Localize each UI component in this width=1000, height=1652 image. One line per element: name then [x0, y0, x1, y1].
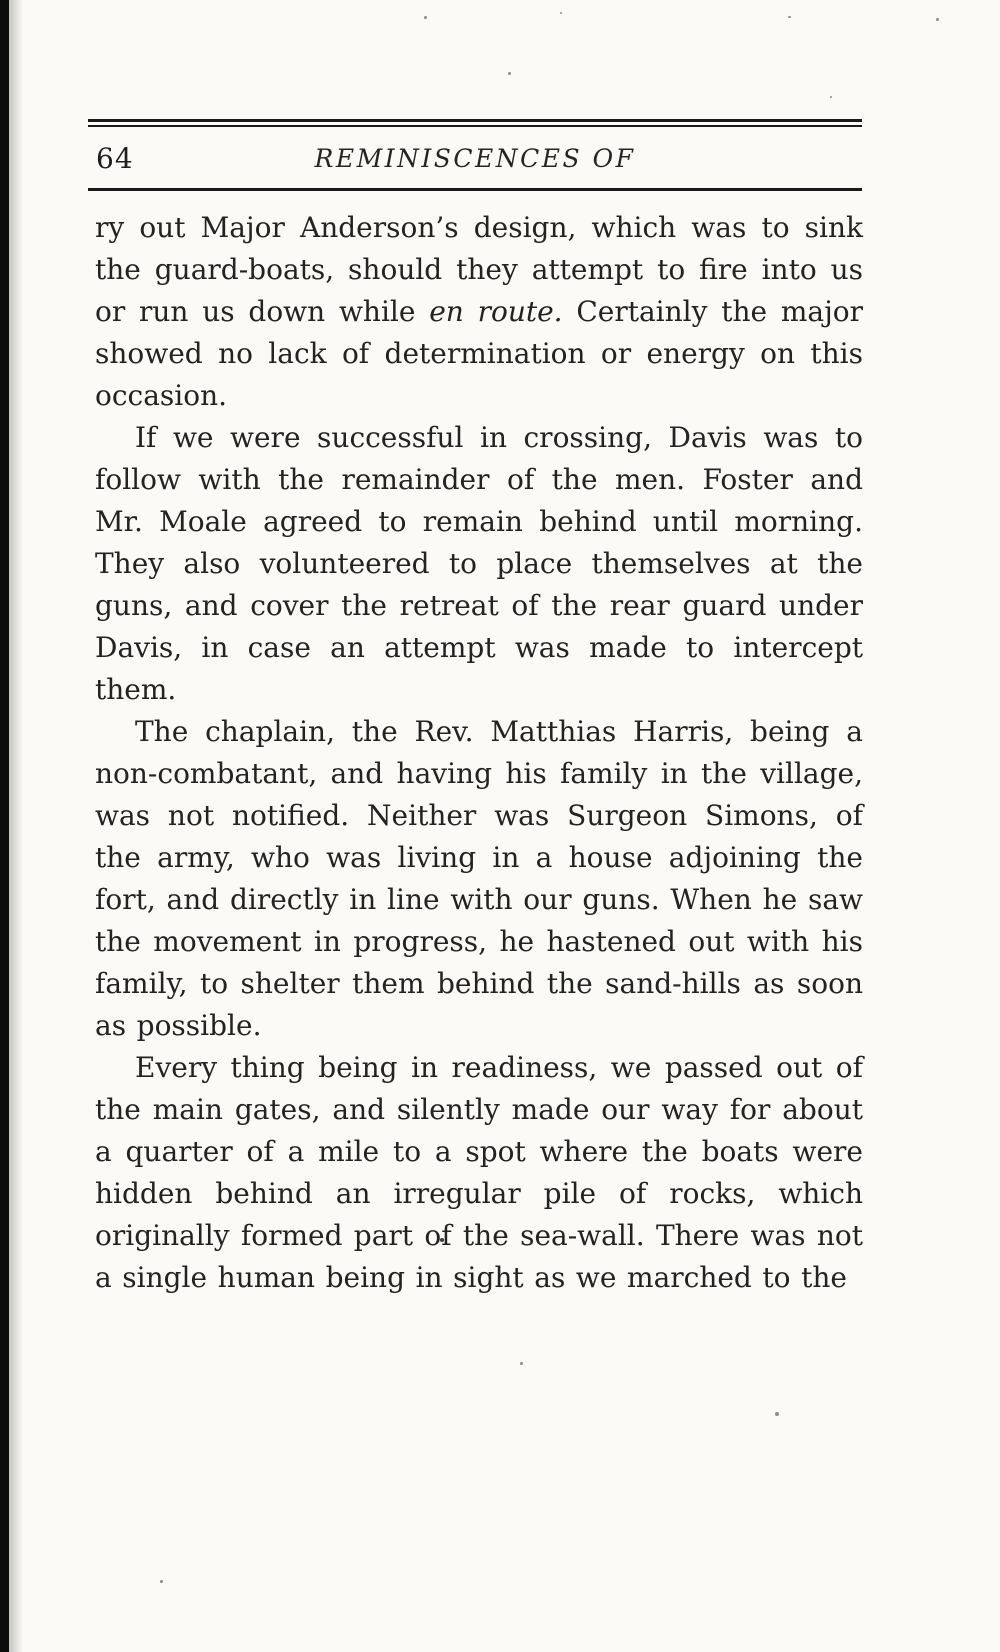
text-segment: The chaplain, the Rev. Matthias Harris, being a non-combatant, and having his family in the village, was not notified. Neither was Surgeon Simons, of the army, who was living in a house adjoining the fort, and directly in line with our guns. When he saw the movement in progress, he hastened out with his family, to shelter them behind the sand-hills as soon as possible.	[95, 715, 863, 1042]
scan-speck	[775, 1412, 779, 1416]
paragraph	[95, 1047, 863, 1299]
scan-edge-bar	[0, 0, 9, 1652]
scan-speck	[788, 16, 791, 18]
body-text	[95, 207, 863, 1299]
text-segment: Every thing being in readiness, we passed out of the main gates, and silently made our way for about a quarter of a mile to a spot where the boats were hidden behind an irregular pile of rocks, which originally formed part of the sea-wall. There was not a single human being in sight as we marched to the	[95, 1051, 863, 1294]
text-segment: ry out Major Anderson’s design, which was to sink the guard-boats, should they attempt to fire into us or run us down while	[95, 211, 863, 328]
text-segment: If we were successful in crossing, Davis was to follow with the remainder of the men. Foster and Mr. Moale agreed to remain behind until morning. They also volunteered to place themselves at the guns, and cover the retreat of the rear guard under Davis, in case an attempt was made to intercept them.	[95, 421, 863, 706]
scan-speck	[508, 72, 511, 75]
italic-text: en route.	[429, 295, 563, 328]
paragraph	[95, 417, 863, 711]
scan-speck	[936, 18, 939, 21]
header-double-rule	[88, 119, 862, 127]
paragraph	[95, 711, 863, 1047]
page-number: 64	[96, 142, 134, 175]
paragraph	[95, 207, 863, 417]
scan-speck	[424, 16, 427, 19]
scan-edge-shadow	[9, 0, 23, 1652]
scan-speck	[520, 1362, 523, 1365]
running-header-title: REMINISCENCES OF	[314, 144, 636, 173]
text-segment: Certainly the major showed no lack of determination or energy on this occasion.	[95, 295, 863, 412]
scan-speck	[560, 12, 562, 14]
scan-speck	[830, 96, 832, 98]
scan-speck	[160, 1580, 163, 1583]
header-single-rule	[88, 188, 862, 191]
page-header	[88, 138, 862, 182]
